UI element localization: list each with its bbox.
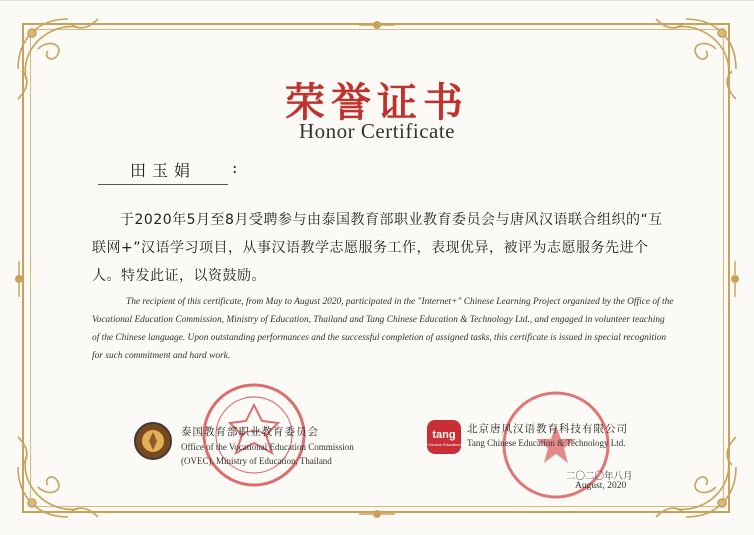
corner-ornament-bottom-left <box>8 417 118 527</box>
citation-english: The recipient of this certificate, from May to August 2020, participated in the "Internet+" Chinese Learning Project organized by the Office of the Vocational Education Commission, Ministry of Education, Thailand and Tang Chinese Education & Technology Ltd., and engaged in volunteer teaching of the Chinese language. Upon outstanding performances and the successful completion of assigned tasks, this certificate is issued in special recognition for such commitment and hard work. <box>92 297 674 361</box>
tang-name-chinese: 北京唐风汉语教育科技有限公司 <box>467 423 628 435</box>
citation-chinese: 于2020年5月至8月受聘参与由泰国教育部职业教育委员会与唐风汉语联合组织的“互联网+”汉语学习项目，从事汉语教学志愿服务工作，表现优异，被评为志愿服务先进个人。特发此证，以资鼓励。 <box>92 212 663 284</box>
certificate-title-chinese: 荣誉证书 <box>285 79 469 126</box>
ovec-name-chinese: 泰国教育部职业教育委员会 <box>181 426 319 438</box>
recipient-name: 田玉娟 <box>98 158 228 185</box>
bottom-mid-ornament <box>357 506 397 520</box>
right-mid-ornament <box>728 259 742 299</box>
ovec-name-english-line-1: Office of the Vocational Education Commission <box>181 442 354 452</box>
tang-logo-text: tang <box>432 429 456 441</box>
certificate-title-english: Honor Certificate <box>298 119 456 143</box>
recipient-colon: : <box>232 158 238 177</box>
issue-date-english: August, 2020 <box>575 481 627 491</box>
issue-date-chinese: 二〇二〇年八月 <box>566 471 633 482</box>
left-mid-ornament <box>12 259 26 299</box>
ovec-name-english-line-2: (OVEC), Ministry of Education, Thailand <box>181 456 332 466</box>
tang-organization <box>467 421 667 448</box>
tang-logo <box>426 419 462 455</box>
ovec-logo <box>133 421 173 461</box>
tang-logo-subtext: Chinese Education <box>427 442 461 447</box>
tang-name-english: Tang Chinese Education & Technology Ltd. <box>467 438 626 448</box>
ovec-organization <box>181 424 381 467</box>
top-mid-ornament <box>357 17 397 31</box>
